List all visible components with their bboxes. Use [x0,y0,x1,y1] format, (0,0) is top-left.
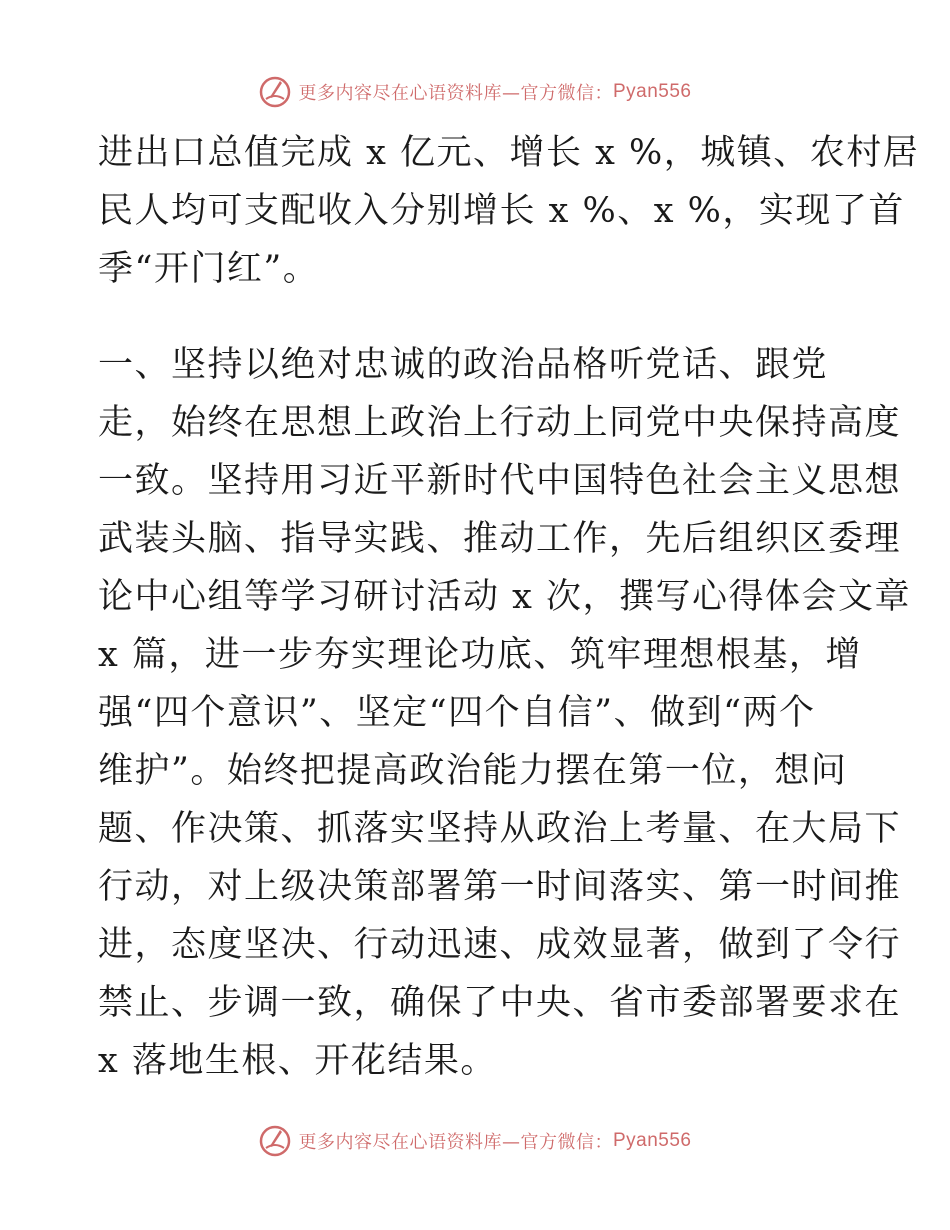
text-line: x 篇，进一步夯实理论功底、筑牢理想根基，增 [98,635,862,675]
document-body [98,124,920,1090]
text-line: 一致。坚持用习近平新时代中国特色社会主义思想 [98,461,902,501]
watermark-text: 更多内容尽在心语资料库—官方微信： [298,1132,613,1153]
quill-book-logo-icon [258,75,292,109]
watermark-wechat-id: Pyan556 [612,1130,692,1151]
text-line: 进，态度坚决、行动迅速、成效显著，做到了令行 [98,925,902,965]
text-line: 武装头脑、指导实践、推动工作，先后组织区委理 [98,519,902,559]
watermark-text: 更多内容尽在心语资料库—官方微信： [298,83,613,104]
text-line: 维护”。始终把提高政治能力摆在第一位，想问 [98,751,848,791]
text-line: 强“四个意识”、坚定“四个自信”、做到“两个 [98,693,816,733]
text-line: 论中心组等学习研讨活动 x 次，撰写心得体会文章 [98,577,911,617]
watermark-wechat-id: Pyan556 [612,81,692,102]
text-line: x 落地生根、开花结果。 [98,1041,497,1081]
text-line: 行动，对上级决策部署第一时间落实、第一时间推 [98,867,902,907]
header-watermark [0,72,950,112]
text-line: 进出口总值完成 x 亿元、增长 x %，城镇、农村居 [98,133,920,173]
text-line: 一、坚持以绝对忠诚的政治品格听党话、跟党 [98,345,829,385]
quill-book-logo-icon [258,1124,292,1158]
text-line: 民人均可支配收入分别增长 x %、x %，实现了首 [98,191,905,231]
footer-watermark [0,1121,950,1161]
paragraph-1 [98,124,920,298]
paragraph-2 [98,336,911,1090]
text-line: 题、作决策、抓落实坚持从政治上考量、在大局下 [98,809,902,849]
text-line: 季“开门红”。 [98,249,320,289]
paragraph-gap [98,298,858,336]
text-line: 走，始终在思想上政治上行动上同党中央保持高度 [98,403,902,443]
text-line: 禁止、步调一致，确保了中央、省市委部署要求在 [98,983,902,1023]
